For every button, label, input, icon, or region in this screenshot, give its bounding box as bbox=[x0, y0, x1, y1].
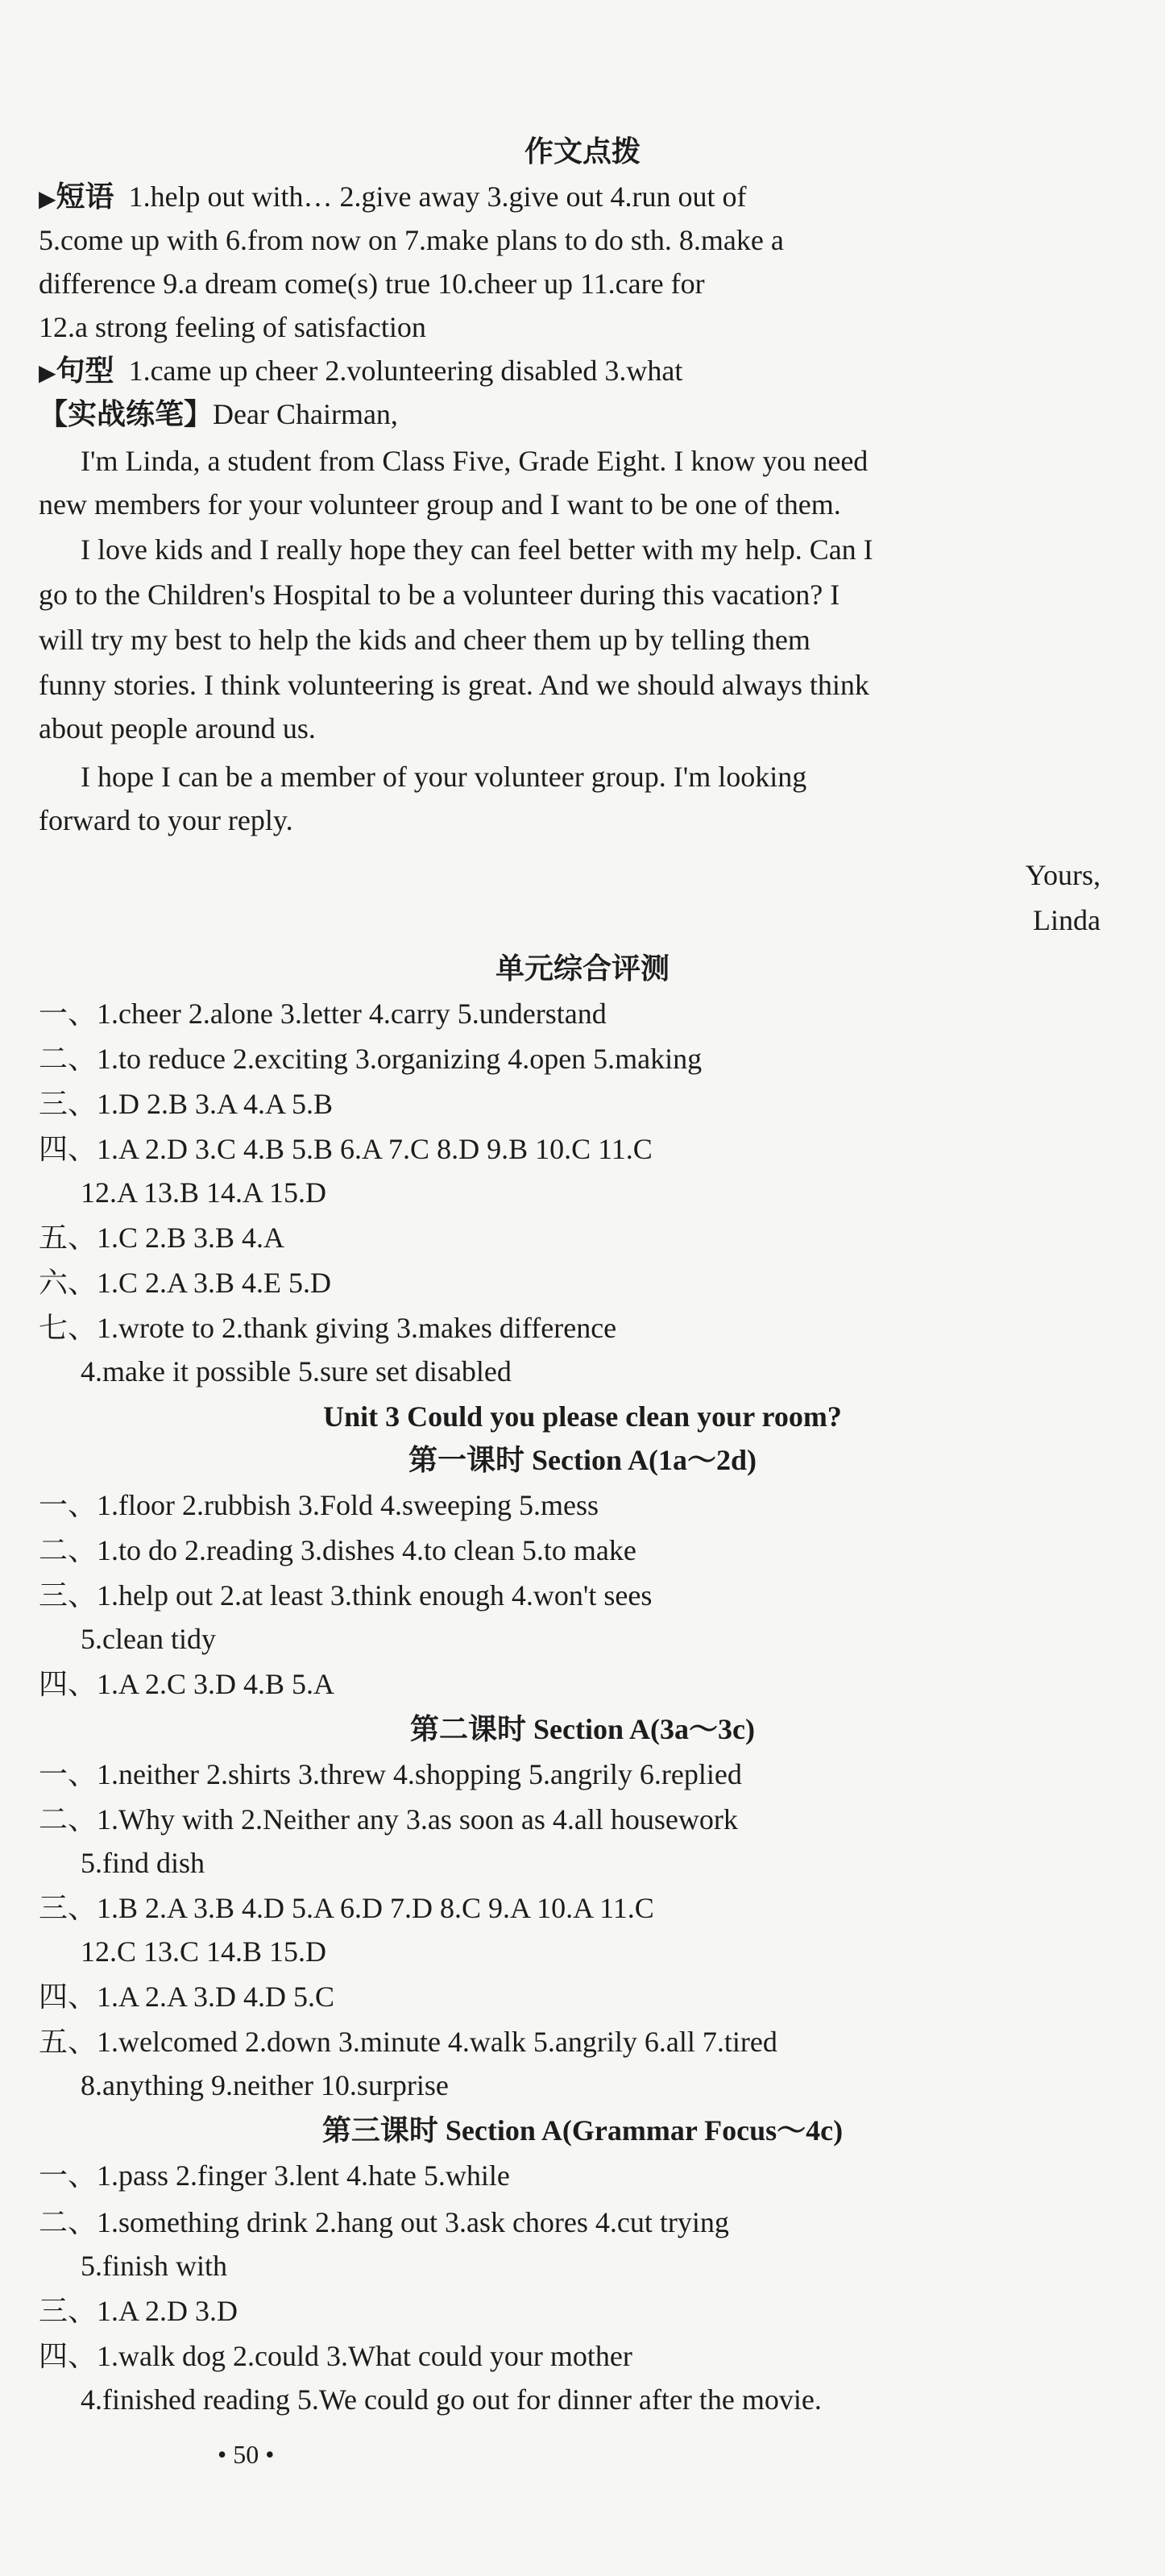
phrases-line-3: difference 9.a dream come(s) true 10.cheer up 11.care for bbox=[39, 268, 705, 300]
composition-title: 作文点拨 bbox=[524, 135, 641, 168]
letter-line: I love kids and I really hope they can feel better with my help. Can I bbox=[81, 533, 873, 566]
practice-line bbox=[39, 392, 1094, 437]
answer-line: 三、1.B 2.A 3.B 4.D 5.A 6.D 7.D 8.C 9.A 10.A 11.C bbox=[39, 1892, 654, 1924]
letter-line: go to the Children's Hospital to be a volunteer during this vacation? I bbox=[39, 579, 840, 611]
answer-line: 一、1.cheer 2.alone 3.letter 4.carry 5.understand bbox=[39, 998, 607, 1030]
phrases-line-4: 12.a strong feeling of satisfaction bbox=[39, 311, 426, 343]
sentences-label: 句型 bbox=[56, 355, 114, 387]
answer-line: 三、1.A 2.D 3.D bbox=[39, 2295, 238, 2327]
answer-line: 一、1.neither 2.shirts 3.threw 4.shopping 5.angrily 6.replied bbox=[39, 1758, 742, 1790]
answer-line: 二、1.to reduce 2.exciting 3.organizing 4.open 5.making bbox=[39, 1043, 703, 1075]
practice-label: 【实战练笔】 bbox=[39, 398, 214, 430]
letter-line: forward to your reply. bbox=[39, 804, 293, 836]
lesson1-title: 第一课时 Section A(1a～2d) bbox=[408, 1444, 757, 1476]
letter-line: will try my best to help the kids and cheer them up by telling them bbox=[39, 624, 811, 656]
unit3-title: Unit 3 Could you please clean your room? bbox=[323, 1400, 842, 1433]
answer-line: 四、1.A 2.C 3.D 4.B 5.A bbox=[39, 1668, 335, 1700]
triangle-icon: ▶ bbox=[39, 361, 56, 386]
answer-line: 二、1.Why with 2.Neither any 3.as soon as 4.all housework bbox=[39, 1803, 738, 1836]
answer-line: 五、1.welcomed 2.down 3.minute 4.walk 5.angrily 6.all 7.tired bbox=[39, 2026, 777, 2058]
answer-line: 5.clean tidy bbox=[81, 1623, 216, 1655]
letter-line: funny stories. I think volunteering is great. And we should always think bbox=[39, 669, 869, 701]
answer-line: 一、1.pass 2.finger 3.lent 4.hate 5.while bbox=[39, 2159, 510, 2192]
phrases-line-2: 5.come up with 6.from now on 7.make plans to do sth. 8.make a bbox=[39, 224, 784, 256]
triangle-icon: ▶ bbox=[39, 187, 56, 212]
letter-signature: Linda bbox=[1033, 904, 1101, 936]
letter-line: I'm Linda, a student from Class Five, Grade Eight. I know you need bbox=[81, 445, 869, 477]
lesson2-title: 第二课时 Section A(3a～3c) bbox=[410, 1713, 755, 1745]
answer-line: 三、1.help out 2.at least 3.think enough 4.won't sees bbox=[39, 1579, 653, 1612]
lesson3-title: 第三课时 Section A(Grammar Focus～4c) bbox=[321, 2114, 844, 2147]
answer-line: 12.C 13.C 14.B 15.D bbox=[81, 1935, 327, 1968]
answer-line: 二、1.to do 2.reading 3.dishes 4.to clean 5.to make bbox=[39, 1534, 636, 1566]
answer-line: 四、1.A 2.A 3.D 4.D 5.C bbox=[39, 1981, 335, 2013]
answer-line: 5.find dish bbox=[81, 1847, 205, 1879]
answer-line: 4.make it possible 5.sure set disabled bbox=[81, 1355, 512, 1388]
answer-line: 四、1.A 2.D 3.C 4.B 5.B 6.A 7.C 8.D 9.B 10.C 11.C bbox=[39, 1133, 653, 1165]
letter-closing: Yours, bbox=[1025, 859, 1101, 891]
phrases-line-1: ▶短语 1.help out with… 2.give away 3.give out 4.run out of bbox=[39, 180, 747, 213]
sentences-line: ▶句型 1.came up cheer 2.volunteering disabled 3.what bbox=[39, 355, 683, 387]
answer-line: 五、1.C 2.B 3.B 4.A bbox=[39, 1222, 285, 1254]
answer-line: 5.finish with bbox=[81, 2250, 228, 2282]
unit-review-title: 单元综合评测 bbox=[495, 952, 670, 985]
answer-line: 七、1.wrote to 2.thank giving 3.makes difference bbox=[39, 1312, 617, 1344]
phrases-label: 短语 bbox=[56, 180, 114, 213]
letter-line: new members for your volunteer group and I want to be one of them. bbox=[39, 488, 841, 521]
answer-line: 8.anything 9.neither 10.surprise bbox=[81, 2069, 449, 2101]
answer-line: 二、1.something drink 2.hang out 3.ask chores 4.cut trying bbox=[39, 2206, 729, 2238]
greeting: Dear Chairman, bbox=[213, 398, 398, 430]
answer-line: 六、1.C 2.A 3.B 4.E 5.D bbox=[39, 1267, 332, 1299]
answer-line: 一、1.floor 2.rubbish 3.Fold 4.sweeping 5.mess bbox=[39, 1489, 599, 1521]
letter-line: I hope I can be a member of your volunteer group. I'm looking bbox=[81, 761, 807, 793]
answer-line: 12.A 13.B 14.A 15.D bbox=[81, 1176, 327, 1209]
answer-line: 三、1.D 2.B 3.A 4.A 5.B bbox=[39, 1088, 334, 1120]
page-number: • 50 • bbox=[218, 2440, 275, 2469]
answer-line: 四、1.walk dog 2.could 3.What could your mother bbox=[39, 2340, 632, 2372]
answer-line: 4.finished reading 5.We could go out for dinner after the movie. bbox=[81, 2383, 822, 2416]
letter-line: about people around us. bbox=[39, 712, 316, 745]
